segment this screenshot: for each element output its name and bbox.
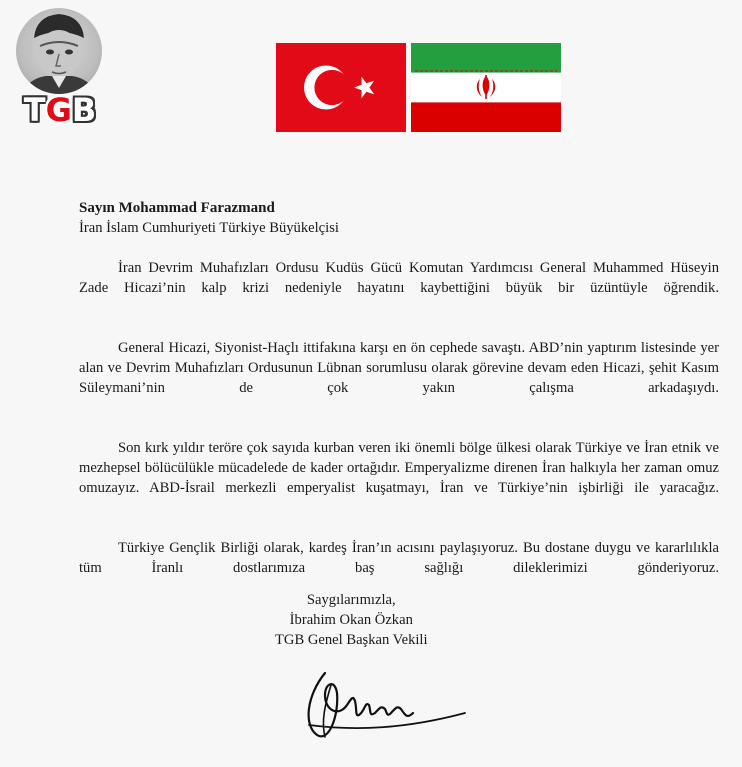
paragraph-2: General Hicazi, Siyonist-Haçlı ittifakına karşı en ön cephede savaştı. ABD’nin yaptırım listesinde yer alan ve Devrim Muhafızları Ordusunun Lübnan sorumlusu olarak görevine devam eden Hicazi, şehit Kasım Süleymani’nin de çok yakın çalışma arkadaşıydı. bbox=[79, 340, 719, 396]
signatory-name: İbrahim Okan Özkan bbox=[289, 612, 413, 628]
turkey-flag-icon bbox=[276, 43, 406, 132]
closing-regards: Saygılarımızla, bbox=[306, 592, 396, 608]
recipient-title: İran İslam Cumhuriyeti Türkiye Büyükelçisi bbox=[79, 220, 339, 236]
tgb-logo bbox=[10, 8, 110, 129]
signatory-position: TGB Genel Başkan Vekili bbox=[275, 632, 428, 648]
paragraph-4: Türkiye Gençlik Birliği olarak, kardeş İran’ın acısını paylaşıyoruz. Bu dostane duygu ve kararlılıkla tüm İranlı dostlarımıza baş sağlığı dileklerimizi gönderiyoruz. bbox=[79, 540, 719, 576]
logo-lettering: TGB bbox=[23, 91, 97, 129]
recipient-name: Sayın Mohammad Farazmand bbox=[79, 200, 275, 216]
closing-block bbox=[275, 590, 428, 650]
paragraph-3: Son kırk yıldır teröre çok sayıda kurban veren iki önemli bölge ülkesi olarak Türkiye ve İran etnik ve mezhepsel bölücülükle mücadelede de kader ortağıdır. Emperyalizme direnen İran halkıyla her zaman omuz omuzayız. ABD-İsrail merkezli emperyalist kuşatmayı, İran ve Türkiye’nin işbirliği ile yaracağız. bbox=[79, 440, 719, 496]
signature-icon bbox=[295, 665, 475, 745]
portrait-icon bbox=[16, 8, 102, 94]
iran-flag-icon bbox=[411, 43, 561, 132]
letter-body bbox=[79, 198, 719, 618]
paragraph-1: İran Devrim Muhafızları Ordusu Kudüs Gücü Komutan Yardımcısı General Muhammed Hüseyin Zade Hicazi’nin kalp krizi nedeniyle hayatını kaybettiğini büyük bir üzüntüyle öğrendik. bbox=[79, 260, 719, 296]
